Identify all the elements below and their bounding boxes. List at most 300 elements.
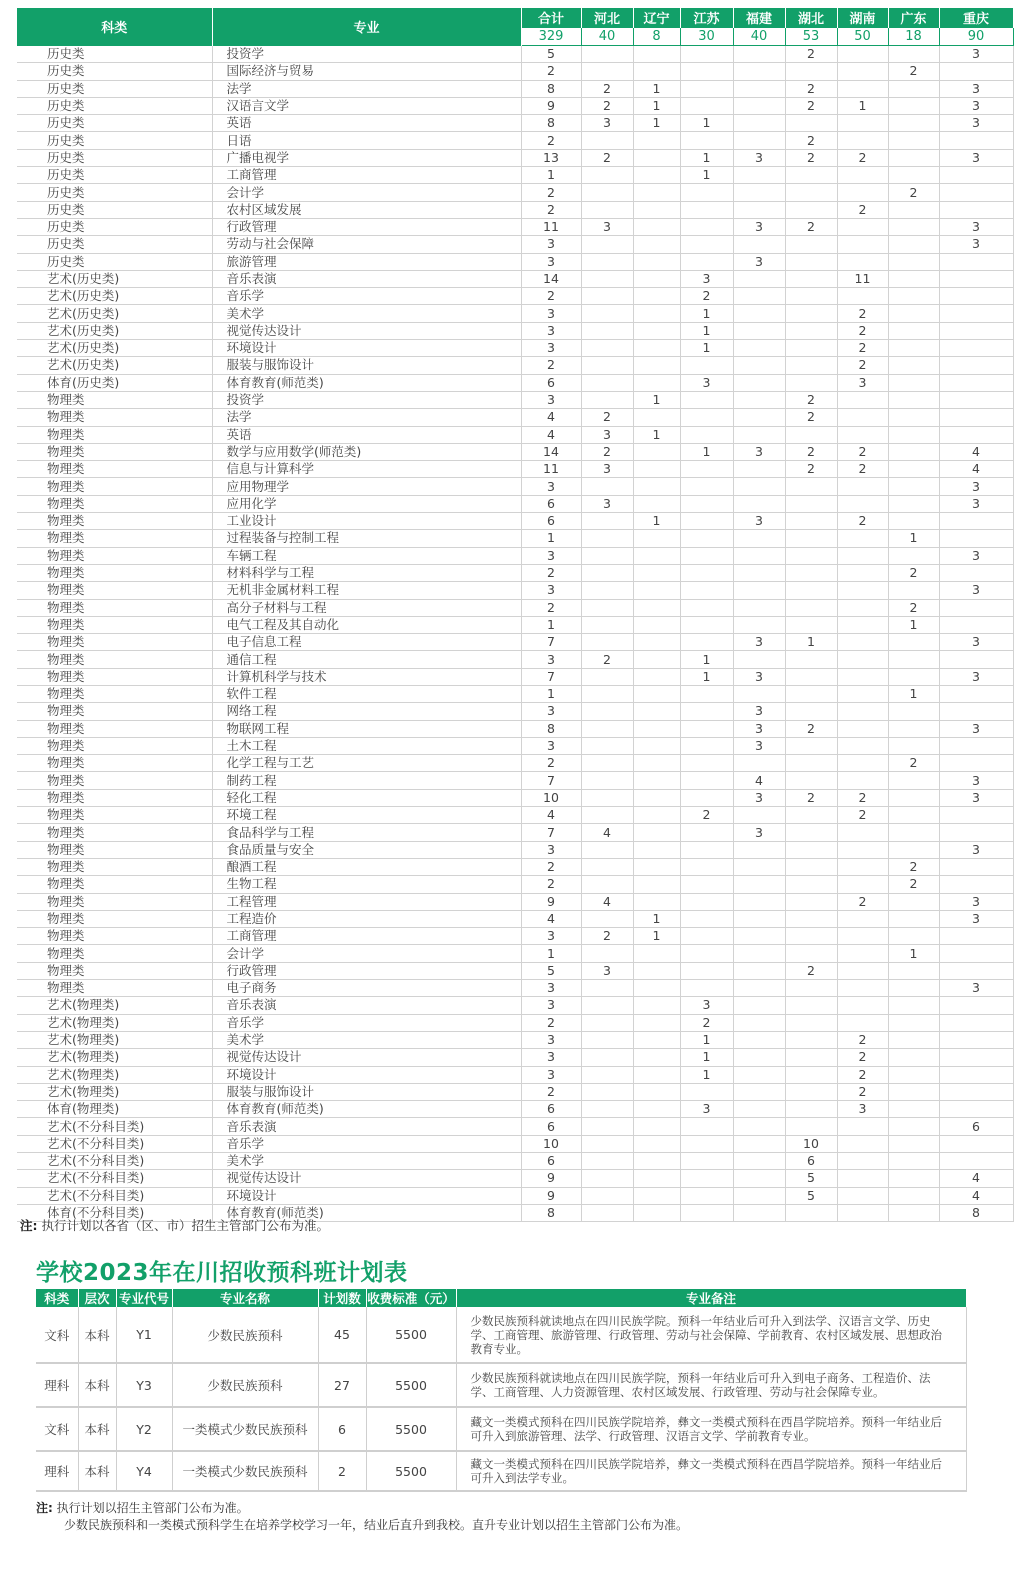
quota-cell	[733, 236, 785, 253]
quota-cell	[733, 374, 785, 391]
quota-cell	[837, 651, 888, 668]
table-row	[17, 391, 1013, 408]
quota-cell: 3	[837, 374, 888, 391]
prep-cell: 6	[318, 1407, 366, 1451]
header-province: 河北	[581, 8, 633, 28]
quota-cell	[785, 322, 837, 339]
quota-cell: 3	[680, 997, 733, 1014]
quota-cell: 3	[939, 80, 1013, 97]
quota-cell	[837, 1204, 888, 1221]
quota-cell	[837, 115, 888, 132]
category-cell: 艺术(历史类)	[17, 305, 212, 322]
major-cell: 日语	[212, 132, 521, 149]
quota-cell	[733, 530, 785, 547]
quota-cell	[837, 910, 888, 927]
quota-cell	[785, 807, 837, 824]
quota-cell	[888, 80, 939, 97]
quota-cell: 6	[785, 1153, 837, 1170]
category-cell: 物理类	[17, 945, 212, 962]
table-row	[36, 1307, 966, 1363]
prep-cell: 5500	[366, 1407, 456, 1451]
quota-cell	[680, 46, 733, 63]
category-cell: 物理类	[17, 547, 212, 564]
quota-cell: 3	[581, 426, 633, 443]
major-cell: 音乐表演	[212, 997, 521, 1014]
quota-cell	[680, 893, 733, 910]
quota-cell	[633, 1083, 680, 1100]
quota-cell: 1	[888, 616, 939, 633]
quota-cell: 2	[521, 132, 581, 149]
quota-cell	[785, 616, 837, 633]
quota-cell	[633, 547, 680, 564]
quota-cell	[581, 1031, 633, 1048]
quota-cell	[785, 703, 837, 720]
quota-cell	[733, 1170, 785, 1187]
quota-cell	[837, 997, 888, 1014]
quota-cell: 1	[521, 167, 581, 184]
quota-cell	[939, 305, 1013, 322]
quota-cell	[633, 582, 680, 599]
major-cell: 土木工程	[212, 737, 521, 754]
quota-cell	[733, 1187, 785, 1204]
quota-cell	[633, 1049, 680, 1066]
table-row	[17, 288, 1013, 305]
quota-cell	[837, 167, 888, 184]
quota-cell: 2	[521, 201, 581, 218]
quota-cell	[888, 201, 939, 218]
quota-cell: 1	[633, 97, 680, 114]
quota-cell	[680, 858, 733, 875]
quota-cell	[680, 841, 733, 858]
quota-cell	[939, 167, 1013, 184]
quota-cell	[733, 1031, 785, 1048]
quota-cell: 3	[521, 841, 581, 858]
quota-cell	[785, 253, 837, 270]
quota-cell	[837, 685, 888, 702]
quota-cell	[939, 997, 1013, 1014]
quota-cell	[837, 737, 888, 754]
quota-cell	[680, 720, 733, 737]
table1-note	[20, 1216, 329, 1234]
major-cell: 农村区域发展	[212, 201, 521, 218]
table-row	[17, 340, 1013, 357]
quota-cell	[837, 495, 888, 512]
table-row	[17, 1118, 1013, 1135]
table-row	[17, 997, 1013, 1014]
quota-cell	[785, 426, 837, 443]
quota-cell	[785, 651, 837, 668]
quota-cell	[888, 582, 939, 599]
table-row	[17, 772, 1013, 789]
quota-cell	[785, 1101, 837, 1118]
quota-cell: 3	[521, 253, 581, 270]
category-cell: 物理类	[17, 443, 212, 460]
quota-cell	[680, 634, 733, 651]
quota-cell: 3	[521, 391, 581, 408]
table-row	[36, 1407, 966, 1451]
quota-cell	[888, 374, 939, 391]
header-total: 53	[785, 28, 837, 46]
quota-cell	[888, 478, 939, 495]
quota-cell	[733, 651, 785, 668]
quota-cell	[581, 997, 633, 1014]
quota-cell: 1	[680, 115, 733, 132]
quota-cell	[733, 305, 785, 322]
quota-cell: 3	[521, 547, 581, 564]
quota-cell	[581, 616, 633, 633]
note-text: 执行计划以各省（区、市）招生主管部门公布为准。	[41, 1218, 329, 1233]
quota-cell	[733, 391, 785, 408]
prep-cell: 本科	[78, 1407, 116, 1451]
quota-cell: 6	[521, 1101, 581, 1118]
quota-cell	[633, 945, 680, 962]
quota-cell	[633, 703, 680, 720]
quota-cell	[733, 616, 785, 633]
quota-cell: 1	[680, 668, 733, 685]
quota-cell	[733, 1204, 785, 1221]
category-cell: 历史类	[17, 167, 212, 184]
quota-cell	[888, 46, 939, 63]
table-row	[36, 1451, 966, 1491]
major-cell: 旅游管理	[212, 253, 521, 270]
prep-cell: 27	[318, 1363, 366, 1407]
quota-cell	[581, 253, 633, 270]
quota-cell	[680, 703, 733, 720]
table-row	[17, 461, 1013, 478]
category-cell: 物理类	[17, 685, 212, 702]
quota-cell	[888, 322, 939, 339]
remark-cell: 少数民族预科就读地点在四川民族学院，预科一年结业后可升入到电子商务、工程造价、法学、工商管理、人力资源管理、农村区域发展、行政管理、劳动与社会保障专业。	[456, 1363, 966, 1407]
category-cell: 物理类	[17, 755, 212, 772]
quota-cell	[680, 513, 733, 530]
table-row	[17, 564, 1013, 581]
quota-cell	[837, 599, 888, 616]
quota-cell: 2	[785, 720, 837, 737]
quota-cell: 7	[521, 634, 581, 651]
quota-cell	[888, 1187, 939, 1204]
quota-cell	[581, 201, 633, 218]
quota-cell: 2	[837, 893, 888, 910]
preparatory-plan-table	[36, 1289, 967, 1492]
quota-cell	[733, 945, 785, 962]
major-cell: 数学与应用数学(师范类)	[212, 443, 521, 460]
table-row	[17, 513, 1013, 530]
category-cell: 艺术(物理类)	[17, 1083, 212, 1100]
quota-cell	[733, 1118, 785, 1135]
header-total: 40	[581, 28, 633, 46]
table-row	[17, 1049, 1013, 1066]
quota-cell	[785, 668, 837, 685]
header-total: 8	[633, 28, 680, 46]
major-cell: 工程造价	[212, 910, 521, 927]
quota-cell: 2	[785, 789, 837, 806]
category-cell: 艺术(物理类)	[17, 1031, 212, 1048]
quota-cell	[680, 980, 733, 997]
table-row	[17, 807, 1013, 824]
quota-cell	[581, 478, 633, 495]
table-row	[17, 1170, 1013, 1187]
quota-cell: 3	[521, 928, 581, 945]
table-row	[17, 443, 1013, 460]
prep-cell: 本科	[78, 1363, 116, 1407]
quota-cell: 2	[521, 876, 581, 893]
quota-cell: 1	[633, 910, 680, 927]
quota-cell	[837, 858, 888, 875]
major-cell: 劳动与社会保障	[212, 236, 521, 253]
quota-cell	[888, 1204, 939, 1221]
quota-cell	[733, 322, 785, 339]
prep-cell: Y4	[116, 1451, 172, 1491]
quota-cell	[939, 340, 1013, 357]
quota-cell	[939, 858, 1013, 875]
table-row	[17, 824, 1013, 841]
major-cell: 工商管理	[212, 167, 521, 184]
quota-cell: 4	[521, 910, 581, 927]
note-label: 注:	[36, 1501, 53, 1515]
quota-cell	[939, 807, 1013, 824]
quota-cell: 2	[581, 80, 633, 97]
header-row	[17, 8, 1013, 28]
quota-cell	[939, 564, 1013, 581]
quota-cell: 2	[837, 201, 888, 218]
table-row	[17, 218, 1013, 235]
quota-cell: 1	[837, 97, 888, 114]
quota-cell	[888, 97, 939, 114]
quota-cell	[939, 288, 1013, 305]
quota-cell	[633, 893, 680, 910]
quota-cell	[680, 495, 733, 512]
quota-cell	[785, 564, 837, 581]
quota-cell	[633, 807, 680, 824]
category-cell: 历史类	[17, 46, 212, 63]
quota-cell	[939, 1014, 1013, 1031]
quota-cell	[939, 928, 1013, 945]
category-cell: 物理类	[17, 824, 212, 841]
quota-cell	[680, 824, 733, 841]
table-row	[17, 201, 1013, 218]
quota-cell: 3	[521, 236, 581, 253]
quota-cell	[888, 305, 939, 322]
quota-cell	[939, 184, 1013, 201]
quota-cell	[888, 651, 939, 668]
quota-cell	[939, 703, 1013, 720]
quota-cell	[680, 755, 733, 772]
preparatory-header-row	[36, 1289, 966, 1307]
table-row	[17, 409, 1013, 426]
quota-cell	[680, 1153, 733, 1170]
quota-cell	[888, 391, 939, 408]
category-cell: 体育(历史类)	[17, 374, 212, 391]
quota-cell	[837, 634, 888, 651]
quota-cell: 1	[680, 651, 733, 668]
quota-cell	[633, 634, 680, 651]
quota-cell	[837, 530, 888, 547]
major-cell: 环境设计	[212, 340, 521, 357]
quota-cell	[785, 599, 837, 616]
major-cell: 投资学	[212, 46, 521, 63]
quota-cell: 1	[633, 391, 680, 408]
quota-cell: 3	[733, 253, 785, 270]
quota-cell: 1	[888, 945, 939, 962]
table-row	[17, 634, 1013, 651]
quota-cell	[581, 599, 633, 616]
category-cell: 体育(物理类)	[17, 1101, 212, 1118]
major-cell: 行政管理	[212, 218, 521, 235]
header-province: 福建	[733, 8, 785, 28]
quota-cell: 1	[888, 530, 939, 547]
prep-header: 专业名称	[172, 1289, 318, 1307]
prep-cell: 少数民族预科	[172, 1363, 318, 1407]
quota-cell	[837, 132, 888, 149]
quota-cell	[785, 357, 837, 374]
quota-cell: 1	[680, 305, 733, 322]
quota-cell	[888, 1135, 939, 1152]
quota-cell	[888, 807, 939, 824]
major-cell: 无机非金属材料工程	[212, 582, 521, 599]
quota-cell	[837, 236, 888, 253]
enrollment-plan-table	[17, 8, 1014, 1222]
major-cell: 过程装备与控制工程	[212, 530, 521, 547]
prep-cell: Y3	[116, 1363, 172, 1407]
quota-cell: 7	[521, 824, 581, 841]
quota-cell: 2	[785, 391, 837, 408]
quota-cell	[837, 1153, 888, 1170]
quota-cell: 3	[733, 149, 785, 166]
category-cell: 艺术(物理类)	[17, 1014, 212, 1031]
quota-cell: 6	[521, 1153, 581, 1170]
quota-cell	[733, 340, 785, 357]
quota-cell	[733, 876, 785, 893]
quota-cell	[733, 63, 785, 80]
quota-cell: 4	[939, 1170, 1013, 1187]
enrollment-plan-body	[17, 46, 1013, 1222]
category-cell: 物理类	[17, 772, 212, 789]
major-cell: 通信工程	[212, 651, 521, 668]
major-cell: 车辆工程	[212, 547, 521, 564]
quota-cell	[939, 1049, 1013, 1066]
quota-cell: 2	[837, 461, 888, 478]
category-cell: 历史类	[17, 184, 212, 201]
quota-cell	[939, 391, 1013, 408]
quota-cell	[581, 357, 633, 374]
table-row	[17, 495, 1013, 512]
quota-cell	[733, 495, 785, 512]
quota-cell	[633, 218, 680, 235]
quota-cell	[633, 685, 680, 702]
quota-cell: 2	[521, 564, 581, 581]
quota-cell	[888, 1101, 939, 1118]
quota-cell	[888, 461, 939, 478]
category-cell: 物理类	[17, 737, 212, 754]
quota-cell	[939, 132, 1013, 149]
quota-cell	[888, 1031, 939, 1048]
table-row	[17, 80, 1013, 97]
quota-cell: 2	[837, 789, 888, 806]
quota-cell	[939, 513, 1013, 530]
quota-cell: 1	[680, 149, 733, 166]
quota-cell	[680, 461, 733, 478]
quota-cell	[633, 1170, 680, 1187]
quota-cell	[633, 288, 680, 305]
category-cell: 物理类	[17, 409, 212, 426]
quota-cell	[888, 997, 939, 1014]
quota-cell	[939, 270, 1013, 287]
quota-cell	[785, 1049, 837, 1066]
quota-cell: 3	[939, 97, 1013, 114]
quota-cell	[939, 945, 1013, 962]
quota-cell	[785, 305, 837, 322]
quota-cell: 3	[733, 443, 785, 460]
table-row	[17, 115, 1013, 132]
major-cell: 电气工程及其自动化	[212, 616, 521, 633]
quota-cell: 1	[633, 928, 680, 945]
category-cell: 物理类	[17, 962, 212, 979]
quota-cell	[888, 893, 939, 910]
category-cell: 艺术(历史类)	[17, 288, 212, 305]
quota-cell	[680, 1083, 733, 1100]
quota-cell	[888, 1083, 939, 1100]
quota-cell	[888, 426, 939, 443]
quota-cell: 2	[581, 97, 633, 114]
quota-cell: 4	[521, 807, 581, 824]
major-cell: 美术学	[212, 1031, 521, 1048]
major-cell: 高分子材料与工程	[212, 599, 521, 616]
quota-cell	[633, 305, 680, 322]
category-cell: 体育(不分科目类)	[17, 1204, 212, 1221]
quota-cell	[837, 80, 888, 97]
table-row	[17, 547, 1013, 564]
quota-cell: 2	[888, 599, 939, 616]
quota-cell	[680, 685, 733, 702]
quota-cell: 3	[680, 374, 733, 391]
quota-cell	[733, 858, 785, 875]
quota-cell: 2	[888, 63, 939, 80]
quota-cell: 3	[521, 651, 581, 668]
quota-cell	[939, 1031, 1013, 1048]
quota-cell: 2	[785, 409, 837, 426]
quota-cell: 1	[521, 945, 581, 962]
quota-cell	[733, 807, 785, 824]
prep-cell: Y2	[116, 1407, 172, 1451]
quota-cell	[680, 80, 733, 97]
quota-cell: 1	[633, 513, 680, 530]
table-row	[17, 858, 1013, 875]
major-cell: 体育教育(师范类)	[212, 1101, 521, 1118]
quota-cell	[581, 1118, 633, 1135]
quota-cell	[633, 616, 680, 633]
quota-cell	[633, 651, 680, 668]
quota-cell	[785, 1031, 837, 1048]
quota-cell	[633, 1014, 680, 1031]
major-cell: 电子商务	[212, 980, 521, 997]
quota-cell	[939, 409, 1013, 426]
quota-cell: 2	[785, 443, 837, 460]
quota-cell	[785, 478, 837, 495]
quota-cell	[581, 634, 633, 651]
quota-cell	[581, 945, 633, 962]
quota-cell: 10	[785, 1135, 837, 1152]
table2-note	[36, 1500, 688, 1534]
major-cell: 投资学	[212, 391, 521, 408]
quota-cell: 1	[680, 340, 733, 357]
major-cell: 酿酒工程	[212, 858, 521, 875]
quota-cell	[581, 167, 633, 184]
quota-cell	[888, 288, 939, 305]
quota-cell: 2	[888, 755, 939, 772]
quota-cell: 2	[837, 443, 888, 460]
quota-cell	[888, 1118, 939, 1135]
quota-cell	[785, 201, 837, 218]
